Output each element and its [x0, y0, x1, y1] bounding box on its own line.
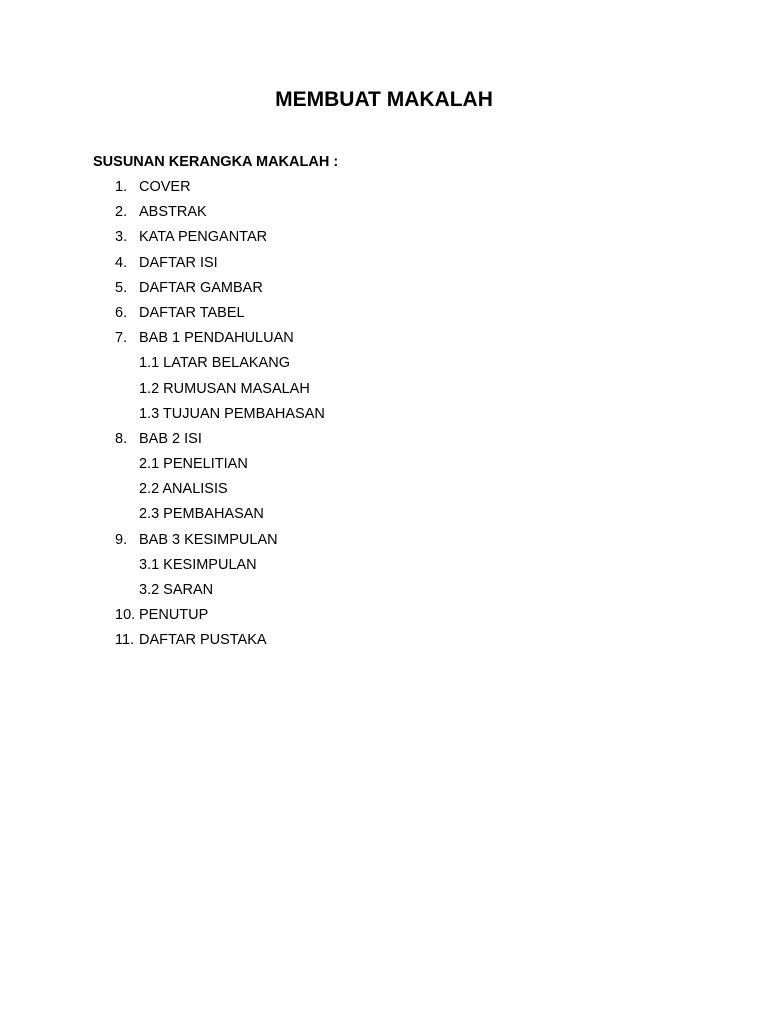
outline-subitem-text: 2.2 ANALISIS [139, 481, 228, 498]
outline-item-text: DAFTAR PUSTAKA [139, 632, 267, 649]
outline-subitem [0, 351, 768, 376]
outline-item-text: BAB 2 ISI [139, 430, 202, 447]
outline-subitem [0, 452, 768, 477]
outline-item-number: 10. [115, 607, 136, 624]
outline-item-text: ABSTRAK [139, 204, 207, 221]
outline-item-number: 8. [115, 430, 128, 447]
outline-subitem-text: 3.1 KESIMPULAN [139, 556, 257, 573]
outline-item-number: 9. [115, 531, 128, 548]
outline-subitem [0, 477, 768, 502]
outline-item [0, 301, 768, 326]
outline-item-number: 11. [115, 632, 135, 649]
outline-item-number: 5. [115, 279, 128, 296]
outline-subitem [0, 377, 768, 402]
outline-item-text: COVER [139, 179, 191, 195]
outline-item [0, 603, 768, 628]
outline-item [0, 175, 768, 200]
outline-item-number: 1. [115, 179, 128, 195]
outline-item-text: DAFTAR TABEL [139, 304, 245, 321]
outline-subitem [0, 553, 768, 578]
outline-item-number: 4. [115, 254, 128, 271]
outline-item [0, 427, 768, 452]
outline-subitem-text: 1.2 RUMUSAN MASALAH [139, 380, 310, 397]
outline-item [0, 628, 768, 653]
outline-subitem-text: 1.3 TUJUAN PEMBAHASAN [139, 405, 325, 422]
outline-subitem [0, 502, 768, 527]
outline-item-number: 7. [115, 330, 128, 347]
page-title: MEMBUAT MAKALAH [275, 88, 493, 111]
outline-subitem [0, 578, 768, 603]
outline-item [0, 251, 768, 276]
outline-item-text: DAFTAR GAMBAR [139, 279, 263, 296]
outline-item-text: BAB 3 KESIMPULAN [139, 531, 278, 548]
outline-item [0, 528, 768, 553]
outline-subitem [0, 402, 768, 427]
outline-item [0, 200, 768, 225]
outline-subitem-text: 2.1 PENELITIAN [139, 456, 248, 473]
outline-item [0, 225, 768, 250]
outline-item-number: 3. [115, 229, 128, 246]
section-heading: SUSUNAN KERANGKA MAKALAH : [93, 154, 339, 170]
outline-item-text: KATA PENGANTAR [139, 229, 268, 246]
outline-item [0, 276, 768, 301]
outline-item-number: 6. [115, 304, 128, 321]
outline-subitem-text: 3.2 SARAN [139, 582, 214, 598]
outline-item-number: 2. [115, 204, 128, 221]
outline-item [0, 326, 768, 351]
outline-item-text: PENUTUP [139, 607, 209, 624]
outline-subitem-text: 1.1 LATAR BELAKANG [139, 355, 290, 372]
outline-list [0, 175, 768, 654]
outline-subitem-text: 2.3 PEMBAHASAN [139, 506, 264, 523]
outline-item-text: BAB 1 PENDAHULUAN [139, 330, 294, 347]
outline-item-text: DAFTAR ISI [139, 254, 218, 271]
